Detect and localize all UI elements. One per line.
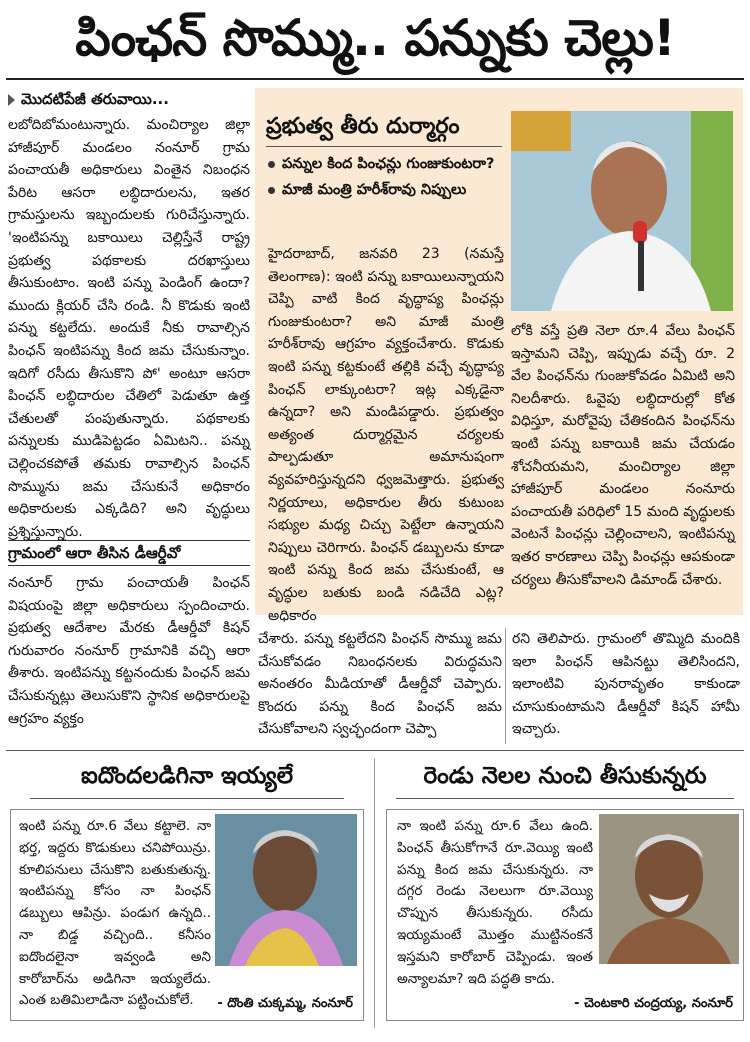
headline-rule bbox=[6, 78, 744, 80]
box-bullets bbox=[266, 153, 502, 201]
story-right bbox=[386, 758, 744, 1028]
box-title: ప్రభుత్వ తీరు దుర్మార్గం bbox=[266, 114, 460, 139]
elderly-woman-photo bbox=[215, 814, 357, 966]
story-right-caption: - చెంటకారి చంద్రయ్య, నంనూర్ bbox=[574, 996, 733, 1011]
mid-column-2: చేశారు. పన్ను కట్టలేదని పింఛన్ సొమ్ము జమ చేసుకోవడం నిబంధనలకు విరుద్ధమని అనంతరం మీడియాతో డీఆర్డీవో చెప్పారు. కొందరు పన్ను కింద పింఛన్ జమ చేసుకోవాలని స్వచ్ఛందంగా చెప్పా bbox=[258, 631, 502, 738]
subhead: గ్రామంలో ఆరా తీసిన డీఆర్డీవో bbox=[8, 544, 181, 562]
arrow-right-icon bbox=[8, 94, 15, 106]
speaker-photo-icon bbox=[511, 111, 733, 311]
story-divider bbox=[374, 758, 375, 1028]
box-bullet: పన్నుల కింద పింఛన్లు గుంజుకుంటరా? bbox=[266, 153, 502, 175]
box-paragraph-2: లోకి వస్తే ప్రతి నెలా రూ.4 వేలు పింఛన్ ఇస్తామని చెప్పి, ఇప్పుడు వచ్చే రూ. 2 వేల పింఛన్‌ను గుంజుకోవడం ఏమిటి అని నిలదీశారు. ఓవైపు లబ్ధిదారుల్లో కోత విధిస్తూ, మరోవైపు చేతికందిన పింఛన్‌ను ఇంటి పన్ను బకాయికి జమ చేయడం శోచనీయమని, మంచిర్యాల జిల్లా హాజీపూర్ మండలం నంనూరు పంచాయతీ పరిధిలో 15 మంది వృద్ధులకు వెంటనే పింఛన్లు చెల్లించాలని, ఇంటిపన్ను ఇతర కారణాలు చెప్పి పింఛన్లు ఆపకుండా చర్యలు తీసుకోవాలని డిమాండ్ చేశారు. bbox=[511, 323, 735, 588]
portrait-woman-icon bbox=[215, 814, 357, 966]
box-paragraph-1: హైదరాబాద్, జనవరి 23 (నమస్తే తెలంగాణ): ఇంటి పన్ను బకాయిలున్నాయని చెప్పి వాటి కింద వృద్ధాప్య పింఛన్లు గుంజుకుంటరా? అని మాజీ మంత్రి హరీశ్‌రావు ఆగ్రహం వ్యక్తంచేశారు. కొడుకు ఇంటి పన్ను కట్టకుంటే తల్లికి వచ్చే వృద్ధాప్య పింఛన్ లాక్కుంటరా? ఇట్ల ఎక్కడైనా ఉన్నదా? అని మండిపడ్డారు. ప్రభుత్వం అత్యంత దుర్మార్గమైన చర్యలకు పాల్పడుతూ అమానుషంగా వ్యవహరిస్తున్నదని ధ్వజమెత్తారు. ప్రభుత్వ నిర్ణయాలు, అధికారుల తీరు కుటుంబ సభ్యుల మధ్య చిచ్చు పెట్టేలా ఉన్నాయని నిప్పులు చెరిగారు. పింఛన్ డబ్బులను కూడా ఇంటి పన్ను కింద జమ చేసుకుంటే, ఆ వృద్ధుల బతుకు బండి నడిచేది ఎట్ల? అధికారం bbox=[268, 246, 504, 624]
harish-rao-photo bbox=[511, 111, 733, 311]
story-left-caption: - దొంతి చుక్కమ్మ, నంనూర్ bbox=[217, 996, 353, 1011]
headline: పింఛన్ సొమ్ము.. పన్నుకు చెల్లు! bbox=[75, 9, 675, 67]
left-paragraph: లబోదిబోమంటున్నారు. మంచిర్యాల జిల్లా హాజీపూర్ మండలం నంనూర్ గ్రామ పంచాయతీ అధికారులు వింతైన నిబంధన పేరిట ఆసరా లబ్ధిదారులను, ఇతర గ్రామస్తులను ఇబ్బందులకు గురిచేస్తున్నారు. 'ఇంటిపన్ను బకాయిలు చెల్లిస్తేనే రాష్ట్ర ప్రభుత్వ పథకాలకు దరఖాస్తులు తీసుకుంటాం. ఇంటి పన్ను పెండింగ్ ఉందా? ముందు క్లియర్ చేసి రండి. నీ కొడుకు ఇంటి పన్ను కట్టలేదు. అందుకే నీకు రావాల్సిన పింఛన్ ఇంటిపన్ను కింద జమ చేసుకున్నాం. ఇదిగో రసీదు తీసుకొని పో' అంటూ ఆసరా పింఛన్ లబ్ధిదారుల చేతిలో పెడుతూ ఉత్త చేతులతో పంపుతున్నారు. పథకాలకు పన్నులకు ముడిపెట్టడం ఏమిటని.. పన్ను చెల్లించకపోతే తమకు రావాల్సిన పింఛన్ సొమ్మును జమ చేసుకునే అధికారం అధికారులకు ఎక్కడిది? అని వృద్ధులు ప్రశ్నిస్తున్నారు. bbox=[8, 117, 250, 540]
continued-kicker bbox=[8, 88, 250, 110]
story-right-title: రెండు నెలల నుంచి తీసుకున్నరు bbox=[423, 763, 707, 789]
story-left-rule bbox=[30, 798, 344, 799]
story-left-title: ఐదొందలడిగినా ఇయ్యలే bbox=[80, 763, 294, 789]
story-right-rule bbox=[396, 798, 734, 799]
left-column bbox=[8, 88, 250, 730]
box-bullet: మాజీ మంత్రి హరీశ్‌రావు నిప్పులు bbox=[266, 179, 502, 201]
box-header bbox=[266, 112, 502, 201]
section-rule bbox=[6, 750, 744, 751]
box-title-rule bbox=[266, 146, 502, 147]
subhead-rule-bottom bbox=[8, 565, 250, 566]
story-right-text: నా ఇంటి పన్ను రూ.6 వేలు ఉంది. పింఛన్ తీసుకోగానే రూ.వెయ్యి ఇంటి పన్ను కింద జమ చేసుకున్నరు. నా దగ్గర రెండు నెలలుగా రూ.వెయ్యి చొప్పున తీసుకున్నరు. రసీదు ఇయ్యమంటే మొత్తం ముట్టినంకనే ఇస్తమని కారోబార్ చెప్పిండు. ఇంత అన్యాలమా? ఇది పద్ధతి కాదు. bbox=[397, 818, 593, 987]
portrait-man-icon bbox=[599, 814, 739, 964]
continued-label: మొదటిపేజీ తరువాయి... bbox=[21, 90, 169, 108]
story-left-frame bbox=[10, 809, 364, 1021]
story-right-frame bbox=[386, 809, 744, 1021]
story-left bbox=[10, 758, 364, 1028]
story-left-text: ఇంటి పన్ను రూ.6 వేలు కట్టాలె. నా భర్త, ఇద్దరు కొడుకులు చనిపోయిన్రు. కూలిపనులు చేసుకొని బతుకుతున్న. ఇంటిపన్ను కోసం నా పింఛన్ డబ్బులు ఆపిన్రు. పండుగ ఉన్నది.. నా బిడ్డ వచ్చింది.. కనీసం ఐదొందలైనా ఇవ్వండి అని కారోబార్‌ను అడిగినా ఇయ్యలేదు. ఎంత బతిమిలాడినా పట్టించుకోలే. bbox=[19, 818, 211, 1009]
column-divider bbox=[505, 628, 506, 744]
elderly-man-photo bbox=[599, 814, 739, 964]
left-paragraph-2: నంనూర్ గ్రామ పంచాయతీ పింఛన్ విషయంపై జిల్లా అధికారులు స్పందించారు. ప్రభుత్వ ఆదేశాల మేరకు డీఆర్డీవో కిషన్ గురువారం నంనూర్ గ్రామానికి వచ్చి ఆరా తీశారు. ఇంటిపన్ను కట్టనందుకు పింఛన్ జమ చేసుకున్నట్లు తెలుసుకొని స్థానిక అధికారులపై ఆగ్రహం వ్యక్తం bbox=[8, 575, 250, 727]
mid-column-3: రని తెలిపారు. గ్రామంలో తొమ్మిది మందికి ఇలా పింఛన్ ఆపినట్టు తెలిసిందని, ఇలాంటివి పునరావృతం కాకుండా చూసుకుంటామని డీఆర్డీవో కిషన్ హామీ ఇచ్చారు. bbox=[512, 631, 740, 738]
